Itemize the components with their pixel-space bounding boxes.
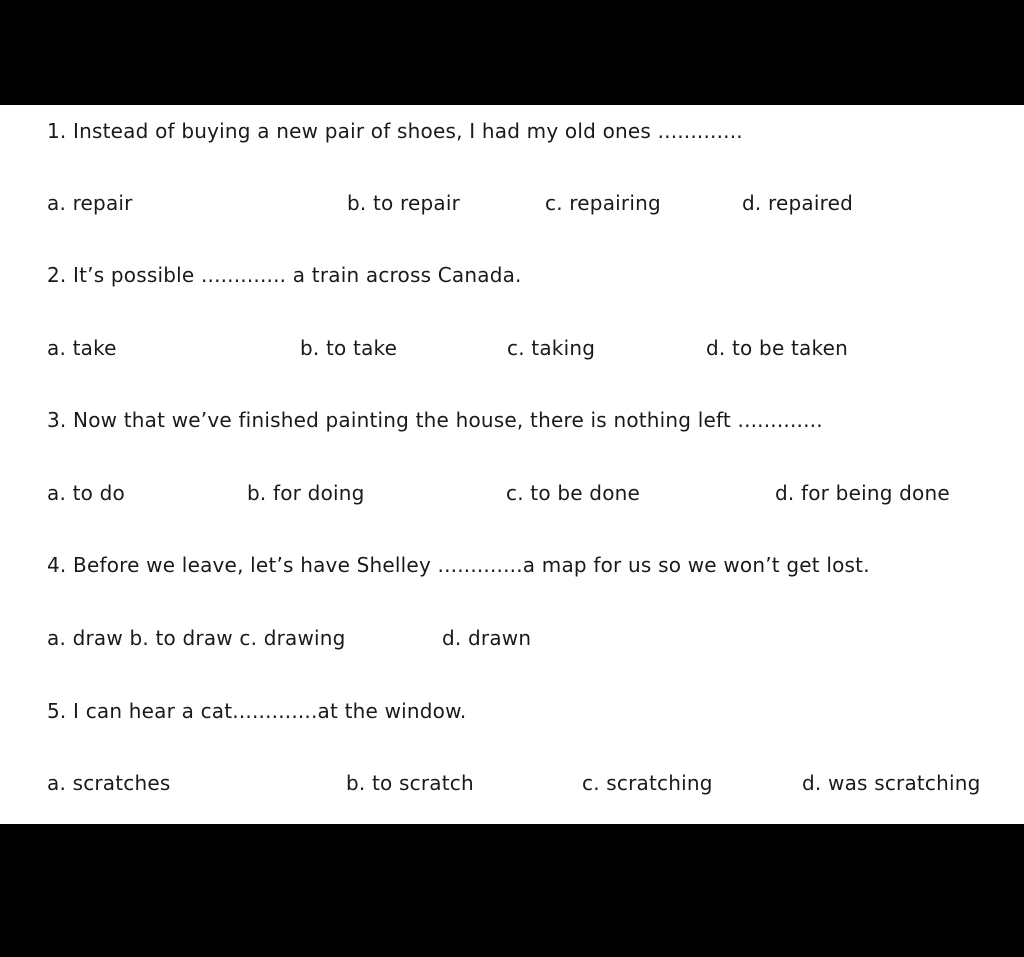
question-1-option-a: a. repair (47, 191, 133, 215)
question-3-prompt: 3. Now that we’ve finished painting the house, there is nothing left ............. (47, 408, 823, 432)
question-5-option-b: b. to scratch (346, 771, 474, 795)
question-5-option-c: c. scratching (582, 771, 713, 795)
question-1-option-b: b. to repair (347, 191, 461, 215)
question-4-prompt: 4. Before we leave, let’s have Shelley .............a map for us so we won’t get lost. (47, 553, 870, 577)
question-3-option-c: c. to be done (506, 481, 641, 505)
question-3-option-d: d. for being done (775, 481, 950, 505)
question-3-option-a: a. to do (47, 481, 125, 505)
question-4-option-d: d. drawn (442, 626, 532, 650)
question-1-prompt: 1. Instead of buying a new pair of shoes, I had my old ones ............. (47, 119, 743, 143)
question-2-option-a: a. take (47, 336, 117, 360)
worksheet-page (0, 105, 1024, 824)
top-black-band (0, 0, 1024, 105)
question-1-option-d: d. repaired (742, 191, 853, 215)
question-4-options-a-b-c: a. draw b. to draw c. drawing (47, 626, 346, 650)
question-1-option-c: c. repairing (545, 191, 661, 215)
question-5-option-a: a. scratches (47, 771, 171, 795)
question-5-option-d: d. was scratching (802, 771, 981, 795)
question-5-prompt: 5. I can hear a cat.............at the window. (47, 699, 467, 723)
question-2-option-d: d. to be taken (706, 336, 848, 360)
bottom-black-band (0, 824, 1024, 957)
question-3-option-b: b. for doing (247, 481, 365, 505)
question-2-option-b: b. to take (300, 336, 398, 360)
question-2-prompt: 2. It’s possible ............. a train across Canada. (47, 263, 522, 287)
question-2-option-c: c. taking (507, 336, 596, 360)
